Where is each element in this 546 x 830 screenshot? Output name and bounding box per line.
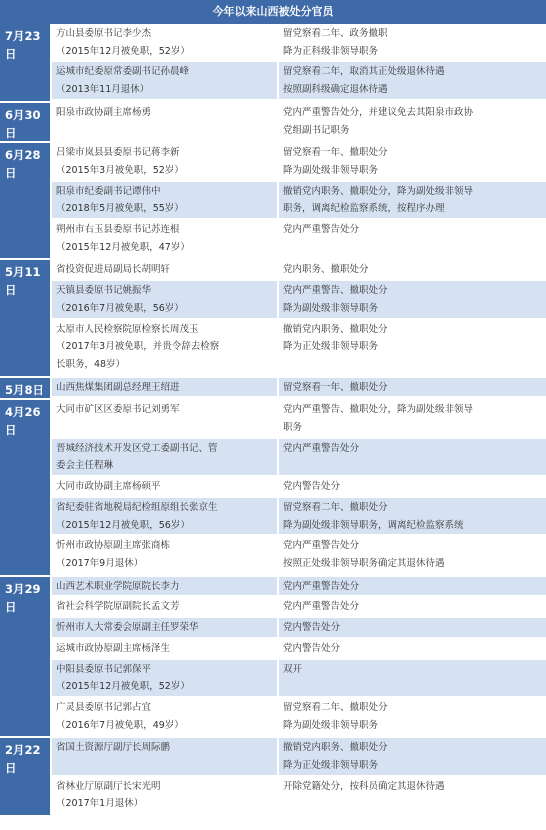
official-text: （2015年12月被免职，56岁） [56,519,190,531]
penalty-text: 党内严重警告处分 [283,442,360,454]
official-text: 省纪委驻省地税局纪检组原组长张京生 [56,501,218,513]
table-row [52,62,546,100]
official-cell [52,103,279,139]
official-text: 大同市矿区区委原书记刘勇军 [56,404,180,416]
penalty-text: 降为正科级非领导职务 [283,45,379,57]
official-text: （2016年7月被免职，56岁） [56,302,184,314]
official-text: （2015年12月被免职，52岁） [56,681,190,693]
table-row [52,477,546,498]
penalty-text: 降为副处级非领导职务 [283,164,379,176]
penalty-cell [279,498,546,534]
table-row [52,143,546,181]
official-cell [52,639,279,658]
date-group [0,400,546,576]
date-cell [0,260,50,375]
penalty-text: 按照副科级确定退休待遇 [283,84,388,96]
date-text: 日 [5,423,17,438]
table-row [52,738,546,776]
table-row [52,260,546,281]
date-group [0,103,546,143]
penalty-text: 党内严重警告处分 [283,224,360,236]
official-cell [52,439,279,475]
penalty-cell [279,24,546,60]
table-row [52,577,546,598]
date-group [0,24,546,103]
official-text: （2015年12月被免职，52岁） [56,45,190,57]
penalty-text: 降为副处级非领导职务 [283,719,379,731]
penalty-cell [279,103,546,139]
date-cell [0,378,50,399]
penalty-text: 按照正处级非领导职务确定其退休待遇 [283,557,445,569]
official-text: （2017年3月被免职，并贵令辞去检察 [56,341,220,353]
penalty-text: 党内严重警告处分 [283,601,360,613]
table-row [52,320,546,376]
date-text: 7月23 [5,29,41,43]
official-text: 省社会科学院原副院长孟文芳 [56,601,180,613]
official-text: 忻州市政协原副主席张商栋 [56,540,171,552]
penalty-cell [279,698,546,734]
official-text: 天镇县委原书记姚振华 [56,285,152,297]
date-text: 日 [5,761,17,776]
table-row [52,698,546,736]
official-text: 太原市人民检察院原检察长周茂玉 [56,323,199,335]
official-text: （2013年11月退休） [56,84,150,96]
official-cell [52,698,279,734]
official-text: 运城市政协原副主席杨泽生 [56,642,171,654]
official-cell [52,577,279,596]
date-text: 日 [5,47,17,61]
date-text: 5月11 [5,265,41,280]
date-text: 6月30 [5,107,41,122]
table-row [52,660,546,698]
date-text: 6月28 [5,148,41,163]
penalty-text: 留党察看一年、撤职处分 [283,381,388,393]
official-cell [52,477,279,496]
page-title: 今年以来山西被处分官员 [0,0,546,24]
penalty-text: 党内警告处分 [283,642,341,654]
penalty-cell [279,597,546,616]
penalty-cell [279,618,546,637]
date-cell [0,24,50,101]
penalty-cell [279,777,546,813]
table-row [52,597,546,618]
date-text: 4月26 [5,405,41,420]
official-text: 省林业厅原副厅长宋光明 [56,780,161,792]
date-cell [0,400,50,574]
penalty-text: 开除党籍处分，按科员确定其退休待遇 [283,780,445,792]
official-text: 山西艺术职业学院原院长李力 [56,580,180,592]
penalty-text: 党内职务、撤职处分 [283,264,369,276]
official-text: （2016年7月被免职，49岁） [56,719,184,731]
date-cell [0,143,50,258]
table-row [52,378,546,399]
penalty-cell [279,220,546,256]
penalty-cell [279,660,546,696]
official-text: 方山县委原书记李少杰 [56,28,152,39]
table-row [52,498,546,536]
official-text: 吕梁市岚县县委原书记蒋李新 [56,147,180,159]
penalty-text: 撤销党内职务、撤职处分 [283,742,388,754]
date-text: 2月22 [5,743,41,758]
official-text: （2017年9月退休） [56,557,144,569]
date-text: 3月29 [5,581,41,596]
penalty-text: 职务，调离纪检监察系统，按程序办理 [283,203,445,215]
official-text: 山西焦煤集团副总经理王绍进 [56,381,180,393]
date-group [0,738,546,817]
table-row [52,639,546,660]
date-text: 5月8日 [5,382,45,397]
official-text: 省国土资源厅副厅长周际鹏 [56,742,171,754]
official-text: 阳泉市纪委副书记谭伟中 [56,185,161,197]
official-cell [52,220,279,256]
date-text: 日 [5,599,17,614]
penalty-text: 党内严重警告处分 [283,580,360,592]
official-cell [52,182,279,218]
date-text: 日 [5,166,17,181]
penalty-text: 降为正处级非领导职务 [283,760,379,772]
date-group [0,378,546,401]
penalty-text: 留党察看二年、政务撤职 [283,28,388,39]
date-cell [0,738,50,815]
penalty-text: 党内严重警告处分，并建议免去其阳泉市政协 [283,106,474,118]
official-cell [52,320,279,374]
penalty-cell [279,738,546,774]
penalty-text: 职务 [283,422,303,434]
official-cell [52,536,279,572]
penalty-cell [279,477,546,496]
date-group [0,143,546,260]
date-cell [0,103,50,141]
official-text: 大同市政协副主席杨硕平 [56,481,161,493]
official-text: 阳泉市政协副主席杨勇 [56,106,152,118]
penalty-cell [279,639,546,658]
official-cell [52,378,279,397]
official-cell [52,660,279,696]
table-row [52,400,546,438]
penalty-text: 留党察看二年、撤职处分 [283,501,388,513]
table-row [52,103,546,141]
official-cell [52,62,279,98]
official-cell [52,260,279,279]
date-text: 日 [5,283,17,298]
official-cell [52,400,279,436]
official-text: 委会主任程琳 [56,460,114,472]
penalty-cell [279,62,546,98]
date-group [0,577,546,739]
penalty-cell [279,536,546,572]
table-row [52,618,546,639]
official-text: （2015年3月被免职，52岁） [56,164,184,176]
penalty-text: 撤销党内职务、撤职处分 [283,323,388,335]
penalty-text: 撤销党内职务、撤职处分，降为副处级非领导 [283,185,474,197]
official-text: 朔州市右玉县委原书记苏连根 [56,224,180,236]
official-text: 晋城经济技术开发区党工委副书记、管 [56,442,218,454]
penalty-text: 党内严重警告、撤职处分，降为副处级非领导 [283,404,474,416]
table-row [52,220,546,258]
official-text: 省投资促进局副局长胡明轩 [56,264,171,276]
penalty-cell [279,577,546,596]
official-cell [52,597,279,616]
penalty-cell [279,143,546,179]
official-cell [52,281,279,317]
official-text: （2017年1月退休） [56,798,144,810]
date-cell [0,577,50,737]
penalty-cell [279,260,546,279]
penalty-text: 留党察看二年、撤职处分 [283,701,388,713]
penalty-text: 党内严重警告、撤职处分 [283,285,388,297]
penalty-text: 党内警告处分 [283,622,341,634]
penalty-cell [279,320,546,374]
official-text: 长职务，48岁） [56,358,126,370]
official-cell [52,498,279,534]
official-cell [52,24,279,60]
penalty-cell [279,378,546,397]
table-row [52,777,546,815]
penalty-text: 降为副处级非领导职务 [283,302,379,314]
official-cell [52,618,279,637]
penalty-cell [279,439,546,475]
penalty-text: 降为副处级非领导职务，调离纪检监察系统 [283,519,464,531]
penalty-text: 留党察看二年，取消其正处级退休待遇 [283,66,445,78]
penalty-cell [279,182,546,218]
penalty-cell [279,400,546,436]
table-row [52,24,546,62]
date-text: 日 [5,125,17,140]
official-text: 忻州市人大常委会原副主任罗荣华 [56,622,199,634]
official-cell [52,738,279,774]
table-row [52,281,546,319]
official-text: 中阳县委原书记郭保平 [56,663,152,675]
officials-table [0,24,546,817]
official-text: （2015年12月被免职，47岁） [56,241,190,253]
date-group [0,260,546,377]
table-row [52,182,546,220]
official-text: （2018年5月被免职，55岁） [56,203,184,215]
table-row [52,439,546,477]
official-text: 广灵县委原书记郭占宜 [56,701,152,713]
penalty-text: 党组副书记职务 [283,124,350,136]
penalty-text: 留党察看一年、撤职处分 [283,147,388,159]
official-cell [52,777,279,813]
penalty-text: 党内警告处分 [283,481,341,493]
penalty-text: 降为正处级非领导职务 [283,341,379,353]
penalty-text: 党内严重警告处分 [283,540,360,552]
official-text: 运城市纪委原常委副书记孙晨峰 [56,66,190,78]
penalty-cell [279,281,546,317]
official-cell [52,143,279,179]
table-row [52,536,546,574]
penalty-text: 双开 [283,663,303,675]
